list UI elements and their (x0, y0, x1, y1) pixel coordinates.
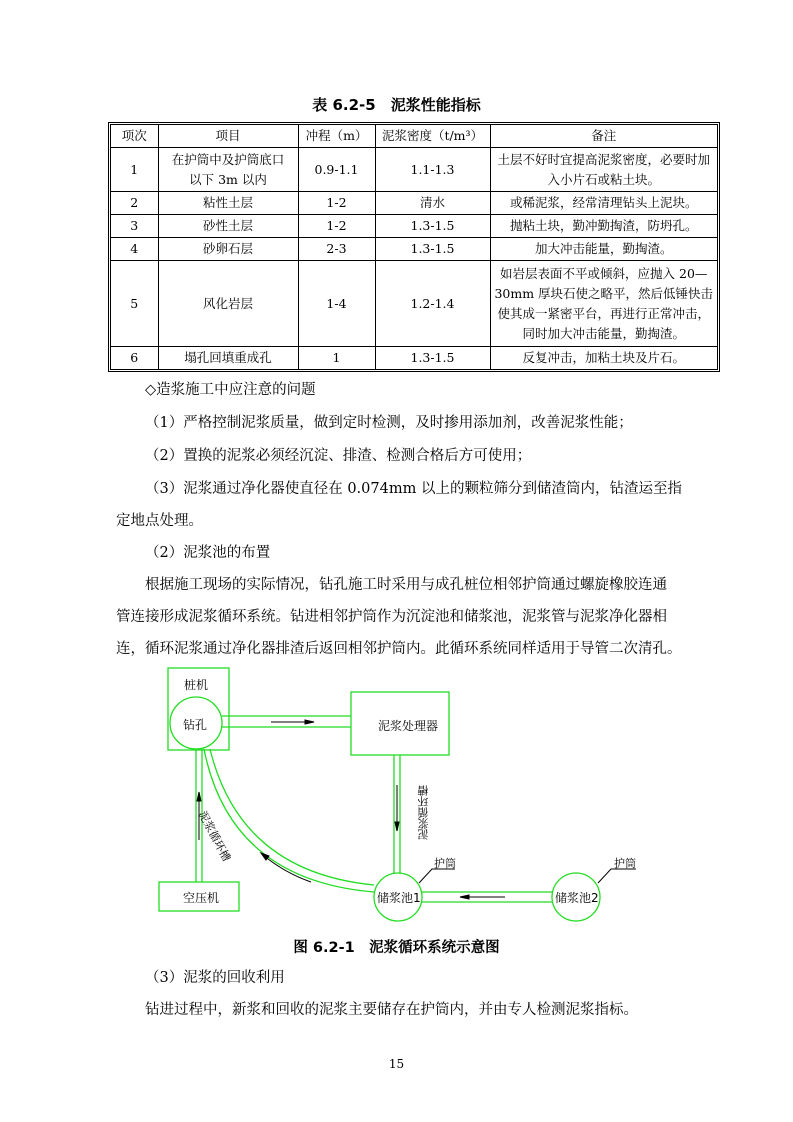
channel-label-left: 泥浆循环槽 (195, 808, 234, 864)
cell-no: 6 (111, 347, 158, 370)
cell-stroke: 1-2 (298, 215, 375, 238)
figure-caption: 图 6.2-1 泥浆循环系统示意图 (293, 940, 500, 956)
cell-density: 1.2-1.4 (375, 261, 490, 347)
section-heading-notes: ◇造浆施工中应注意的问题 (145, 382, 316, 398)
casing-label-2: 护筒 (614, 857, 636, 870)
cell-stroke: 2-3 (298, 238, 375, 261)
cell-stroke: 0.9-1.1 (298, 148, 375, 192)
header-remark: 备注 (490, 125, 717, 148)
cell-item: 风化岩层 (158, 261, 298, 347)
paragraph: （1）严格控制泥浆质量，做到定时检测，及时掺用添加剂，改善泥浆性能； (145, 415, 633, 431)
cell-density: 1.1-1.3 (375, 148, 490, 192)
cell-item: 砂性土层 (158, 215, 298, 238)
channel-label-right: 泥浆循环槽 (417, 785, 430, 840)
cell-density: 1.3-1.5 (375, 347, 490, 370)
cell-remark: 土层不好时宜提高泥浆密度，必要时加入小片石或粘土块。 (490, 148, 717, 192)
paragraph: （3）泥浆通过净化器使直径在 0.074mm 以上的颗粒筛分到储渣筒内，钻渣运至指 (145, 481, 682, 497)
cell-remark: 或稀泥浆，经常清理钻头上泥块。 (490, 192, 717, 215)
cell-no: 4 (111, 238, 158, 261)
cell-stroke: 1-2 (298, 192, 375, 215)
header-no: 项次 (111, 125, 158, 148)
cell-no: 2 (111, 192, 158, 215)
storage-tank-1-label: 储浆池1 (377, 891, 421, 905)
cell-remark: 如岩层表面不平或倾斜，应抛入 20—30mm 厚块石使之略平，然后低锤快击使其成一紧密平台，再进行正常冲击，同时加大冲击能量，勤掏渣。 (490, 261, 717, 347)
section-heading-recycle: （3）泥浆的回收利用 (145, 970, 285, 986)
header-density: 泥浆密度（t/m³） (375, 125, 490, 148)
paragraph: 钻进过程中，新浆和回收的泥浆主要储存在护筒内，并由专人检测泥浆指标。 (145, 1002, 638, 1018)
cell-no: 1 (111, 148, 158, 192)
cell-density: 1.3-1.5 (375, 238, 490, 261)
casing-label-1: 护筒 (434, 857, 456, 870)
cell-density: 清水 (375, 192, 490, 215)
header-item: 项目 (158, 125, 298, 148)
cell-remark: 加大冲击能量，勤掏渣。 (490, 238, 717, 261)
cell-stroke: 1 (298, 347, 375, 370)
paragraph: 根据施工现场的实际情况，钻孔施工时采用与成孔桩位相邻护筒通过螺旋橡胶连通 (145, 577, 667, 593)
cell-stroke: 1-4 (298, 261, 375, 347)
paragraph: （2）置换的泥浆必须经沉淀、排渣、检测合格后方可使用； (145, 448, 532, 464)
paragraph: 定地点处理。 (116, 513, 203, 529)
header-stroke: 冲程（m） (298, 125, 375, 148)
cell-item: 砂卵石层 (158, 238, 298, 261)
mud-processor-label: 泥浆处理器 (378, 719, 439, 733)
pile-machine-label: 桩机 (184, 678, 209, 692)
cell-no: 3 (111, 215, 158, 238)
page-number: 15 (388, 1057, 405, 1071)
section-heading-pool-layout: （2）泥浆池的布置 (145, 545, 271, 561)
cell-remark: 抛粘土块，勤冲勤掏渣，防坍孔。 (490, 215, 717, 238)
table-title: 表 6.2-5 泥浆性能指标 (312, 96, 481, 114)
drill-hole-label: 钻孔 (183, 718, 208, 732)
compressor-label: 空压机 (183, 891, 220, 905)
cell-item: 粘性土层 (158, 192, 298, 215)
storage-tank-2-label: 储浆池2 (555, 891, 599, 905)
paragraph: 连，循环泥浆通过净化器排渣后返回相邻护筒内。此循环系统同样适用于导管二次清孔。 (116, 641, 682, 657)
cell-density: 1.3-1.5 (375, 215, 490, 238)
cell-no: 5 (111, 261, 158, 347)
paragraph: 管连接形成泥浆循环系统。钻进相邻护筒作为沉淀池和储浆池，泥浆管与泥浆净化器相 (116, 609, 667, 625)
cell-remark: 反复冲击，加粘土块及片石。 (490, 347, 717, 370)
cell-item: 在护筒中及护筒底口以下 3m 以内 (158, 148, 298, 192)
cell-item: 塌孔回填重成孔 (158, 347, 298, 370)
